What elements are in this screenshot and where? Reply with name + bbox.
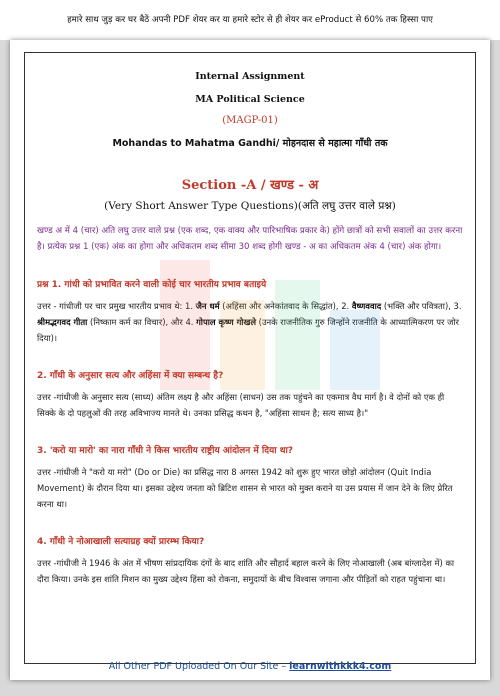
top-banner: हमारे साथ जुड़ कर घर बैठें अपनी PDF शेयर कर या हमारे स्टोर से ही शेयर कर eProduct से 60% तक हिस्सा पाए [0, 0, 500, 40]
section-subtitle: (Very Short Answer Type Questions)(अति लघु उत्तर वाले प्रश्न) [104, 200, 396, 212]
document-page [10, 40, 490, 680]
answer-1: उत्तर - गांधीजी पर चार प्रमुख भारतीय प्रभाव थे: 1. जैन धर्म (अहिंसा और अनेकांतवाद के सिद्धांत), 2. वैष्णववाद (भक्ति और पवित्रता), 3. श्रीमद्भगवद गीता (निष्काम कर्म का विचार), और 4. गोपाल कृष्ण गोखले (उनके राजनीतिक गुरु जिन्होंने राजनीति के आध्यात्मिकरण पर जोर दिया)। [37, 301, 462, 343]
assignment-heading: Internal Assignment [195, 71, 305, 82]
section-title: Section -A / खण्ड - अ [181, 178, 319, 193]
footer: All Other PDF Uploaded On Our Site – learnwithkkk4.com [108, 661, 392, 672]
course-name: MA Political Science [195, 94, 305, 105]
answer-4: उत्तर -गांधीजी ने 1946 के अंत में भीषण सांप्रदायिक दंगों के बाद शांति और सौहार्द बहाल करने के लिए नोआखाली (अब बांग्लादेश में) का दौरा किया। उनके इस शांति मिशन का मुख्य उद्देश्य हिंसा को रोकना, समुदायों के बीच विश्वास जगाना और पीड़ितों को राहत पहुंचाना था। [37, 558, 455, 584]
course-code: (MAGP-01) [222, 115, 278, 126]
answer-3: उत्तर -गांधीजी ने "करो या मरो" (Do or Die) का प्रसिद्ध नारा 8 अगस्त 1942 को शुरू हुए भारत छोड़ो आंदोलन (Quit India Movement) के दौरान दिया था। इसका उद्देश्य जनता को ब्रिटिश शासन से भारत को मुक्त कराने या उस प्रयास में जान देने के लिए प्रेरित करना था। [37, 467, 453, 509]
answer-2: उत्तर -गांधीजी के अनुसार सत्य (साध्य) अंतिम लक्ष्य है और अहिंसा (साधन) उस तक पहुंचने का एकमात्र वैध मार्ग है। वे दोनों को एक ही सिक्के के दो पहलुओं की तरह अविभाज्य मानते थे। उनका प्रसिद्ध कथन है, "अहिंसा साधन है; सत्य साध्य है।" [37, 392, 445, 418]
section-instructions: खण्ड अ में 4 (चार) अति लघु उत्तर वाले प्रश्न (एक शब्द, एक वाक्य और पारिभाषिक प्रकार के) होंगे छात्रों को सभी सवालों का उत्तर करना है। प्रत्येक प्रश्न 1 (एक) अंक का होगा और अधिकतम शब्द सीमा 30 शब्द होगी खण्ड - अ का अधिकतम अंक 4 (चार) अंक होगा। [37, 226, 463, 252]
paper-title: Mohandas to Mahatma Gandhi/ मोहनदास से महात्मा गाँधी तक [112, 138, 388, 149]
question-2: 2. गाँधी के अनुसार सत्य और अहिंसा में क्या सम्बन्ध है? [37, 371, 224, 381]
site-link[interactable]: learnwithkkk4.com [289, 661, 392, 672]
question-4: 4. गाँधी ने नोआखाली सत्याग्रह क्यों प्रारम्भ किया? [37, 537, 205, 547]
question-1: प्रश्न 1. गांधी को प्रभावित करने वाली कोई चार भारतीय प्रभाव बताइये [37, 280, 267, 290]
page-border [24, 52, 476, 664]
question-3: 3. 'करो या मारो' का नारा गाँधी ने किस भारतीय राष्ट्रीय आंदोलन में दिया था? [37, 446, 294, 456]
